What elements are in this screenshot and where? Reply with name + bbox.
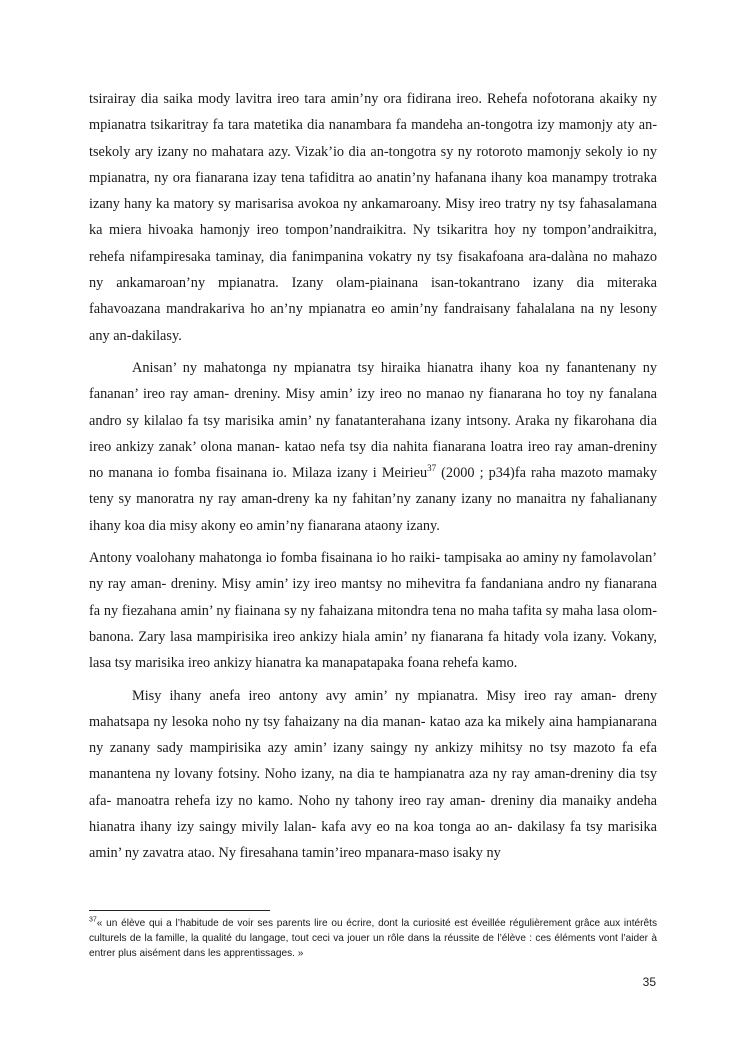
footnote-number: 37 [89, 916, 97, 924]
footnote-text: « un élève qui a l’habitude de voir ses parents lire ou écrire, dont la curiosité est éveillée régulièrement grâce aux intérêts culturels de la famille, la qualité du langage, tout ceci va jouer un rôle dans la réussite de l’élève : ces éléments vont l’aider à entrer plus aisément dans les apprentissages. » [89, 918, 657, 959]
footnote-body [89, 916, 657, 961]
paragraph-2 [89, 355, 657, 539]
footnote [89, 916, 657, 961]
footnote-reference[interactable]: 37 [427, 463, 437, 474]
paragraph-2-text-after: (2000 ; p34)fa raha mazoto mamaky teny sy manoratra ny ray aman-dreny ka ny fahitan’ny zanany izany no manaitra ny fahalianany ihany koa dia misy akony eo amin’ny fianarana ataony izany. [89, 465, 658, 534]
paragraph-3: Antony voalohany mahatonga io fomba fisainana io ho raiki- tampisaka ao aminy ny famolavolan’ ny ray aman- dreniny. Misy amin’ izy ireo mantsy no mihevitra fa fandaniana andro ny fianarana fa ny fiezahana amin’ ny fiainana sy ny fahaizana mitondra tena no maha tafita sy maha lasa olom- banona. Zary lasa mampirisika ireo ankizy hiala amin’ ny fianarana fa hitady vola izany. Vokany, lasa tsy marisika ireo ankizy hianatra ka manapatapaka foana rehefa kamo. [89, 550, 657, 672]
paragraph-2-text-before: Anisan’ ny mahatonga ny mpianatra tsy hiraika hianatra ihany koa ny fanantenany ny fananan’ ireo ray aman- dreniny. Misy amin’ izy ireo no manao ny fianarana ho toy ny fanalana andro sy kilalao fa tsy marisika amin’ ny fanatanterahana izany intsony. Araka ny fikarohana dia ireo ankizy zanak’ olona manan- katao nefa tsy dia nahita fianarana loatra ireo ray aman-dreniny no manana io fomba fisainana io. Milaza izany i Meirieu [89, 359, 657, 482]
paragraph-1: tsirairay dia saika mody lavitra ireo tara amin’ny ora fidirana ireo. Rehefa nofotorana akaiky ny mpianatra tsikaritray fa tara matetika dia nanambara fa mandeha an-tongotra izy mamonjy aty an-tsekoly ary izany no mahatara azy. Vizak’io dia an-tongotra sy ny rotoroto mamonjy sekoly io ny mpianatra, ny ora fianarana izay tena tafiditra ao anatin’ny hafanana ihany koa manampy trotraka izany hany ka matory sy marisarisa avokoa ny ankamaroany. Misy ireo tratry ny tsy fahasalamana ka miera hivoaka hamonjy ireo tompon’nandraikitra. Ny tsikaritra hoy ny tompon’andraikitra, rehefa nifampiresaka taminay, dia fanimpanina vokatry ny tsy fisakafoana ara-dalàna no mahazo ny ankamaroan’ny mpianatra. Izany olam-piainana isan-tokantrano izany dia miteraka fahavoazana mandrakariva ho an’ny mpianatra eo amin’ny fandraisany fahalalana na ny lesony any an-dakilasy. [89, 91, 657, 344]
footnote-separator [89, 910, 270, 911]
paragraph-4: Misy ihany anefa ireo antony avy amin’ ny mpianatra. Misy ireo ray aman- dreny mahatsapa ny lesoka noho ny tsy fahaizany na dia manan- katao aza ka mikely aina hampianarana ny zanany sady mampirisika azy amin’ izany saingy ny ankizy mihitsy no tsy mazoto fa efa manantena ny lovany fotsiny. Noho izany, na dia te hampianatra aza ny ray aman-dreniny dia tsy afa- manoatra rehefa izy no kamo. Noho ny tahony ireo ray aman- dreniny dia manaiky andeha hianatra ihany izy saingy mivily lalan- kafa avy eo na koa tonga ao an- dakilasy fa tsy marisika amin’ ny zavatra atao. Ny firesahana tamin’ireo mpanara-maso isaky ny [89, 687, 657, 862]
page-number: 35 [642, 975, 656, 989]
body-text [89, 86, 657, 867]
